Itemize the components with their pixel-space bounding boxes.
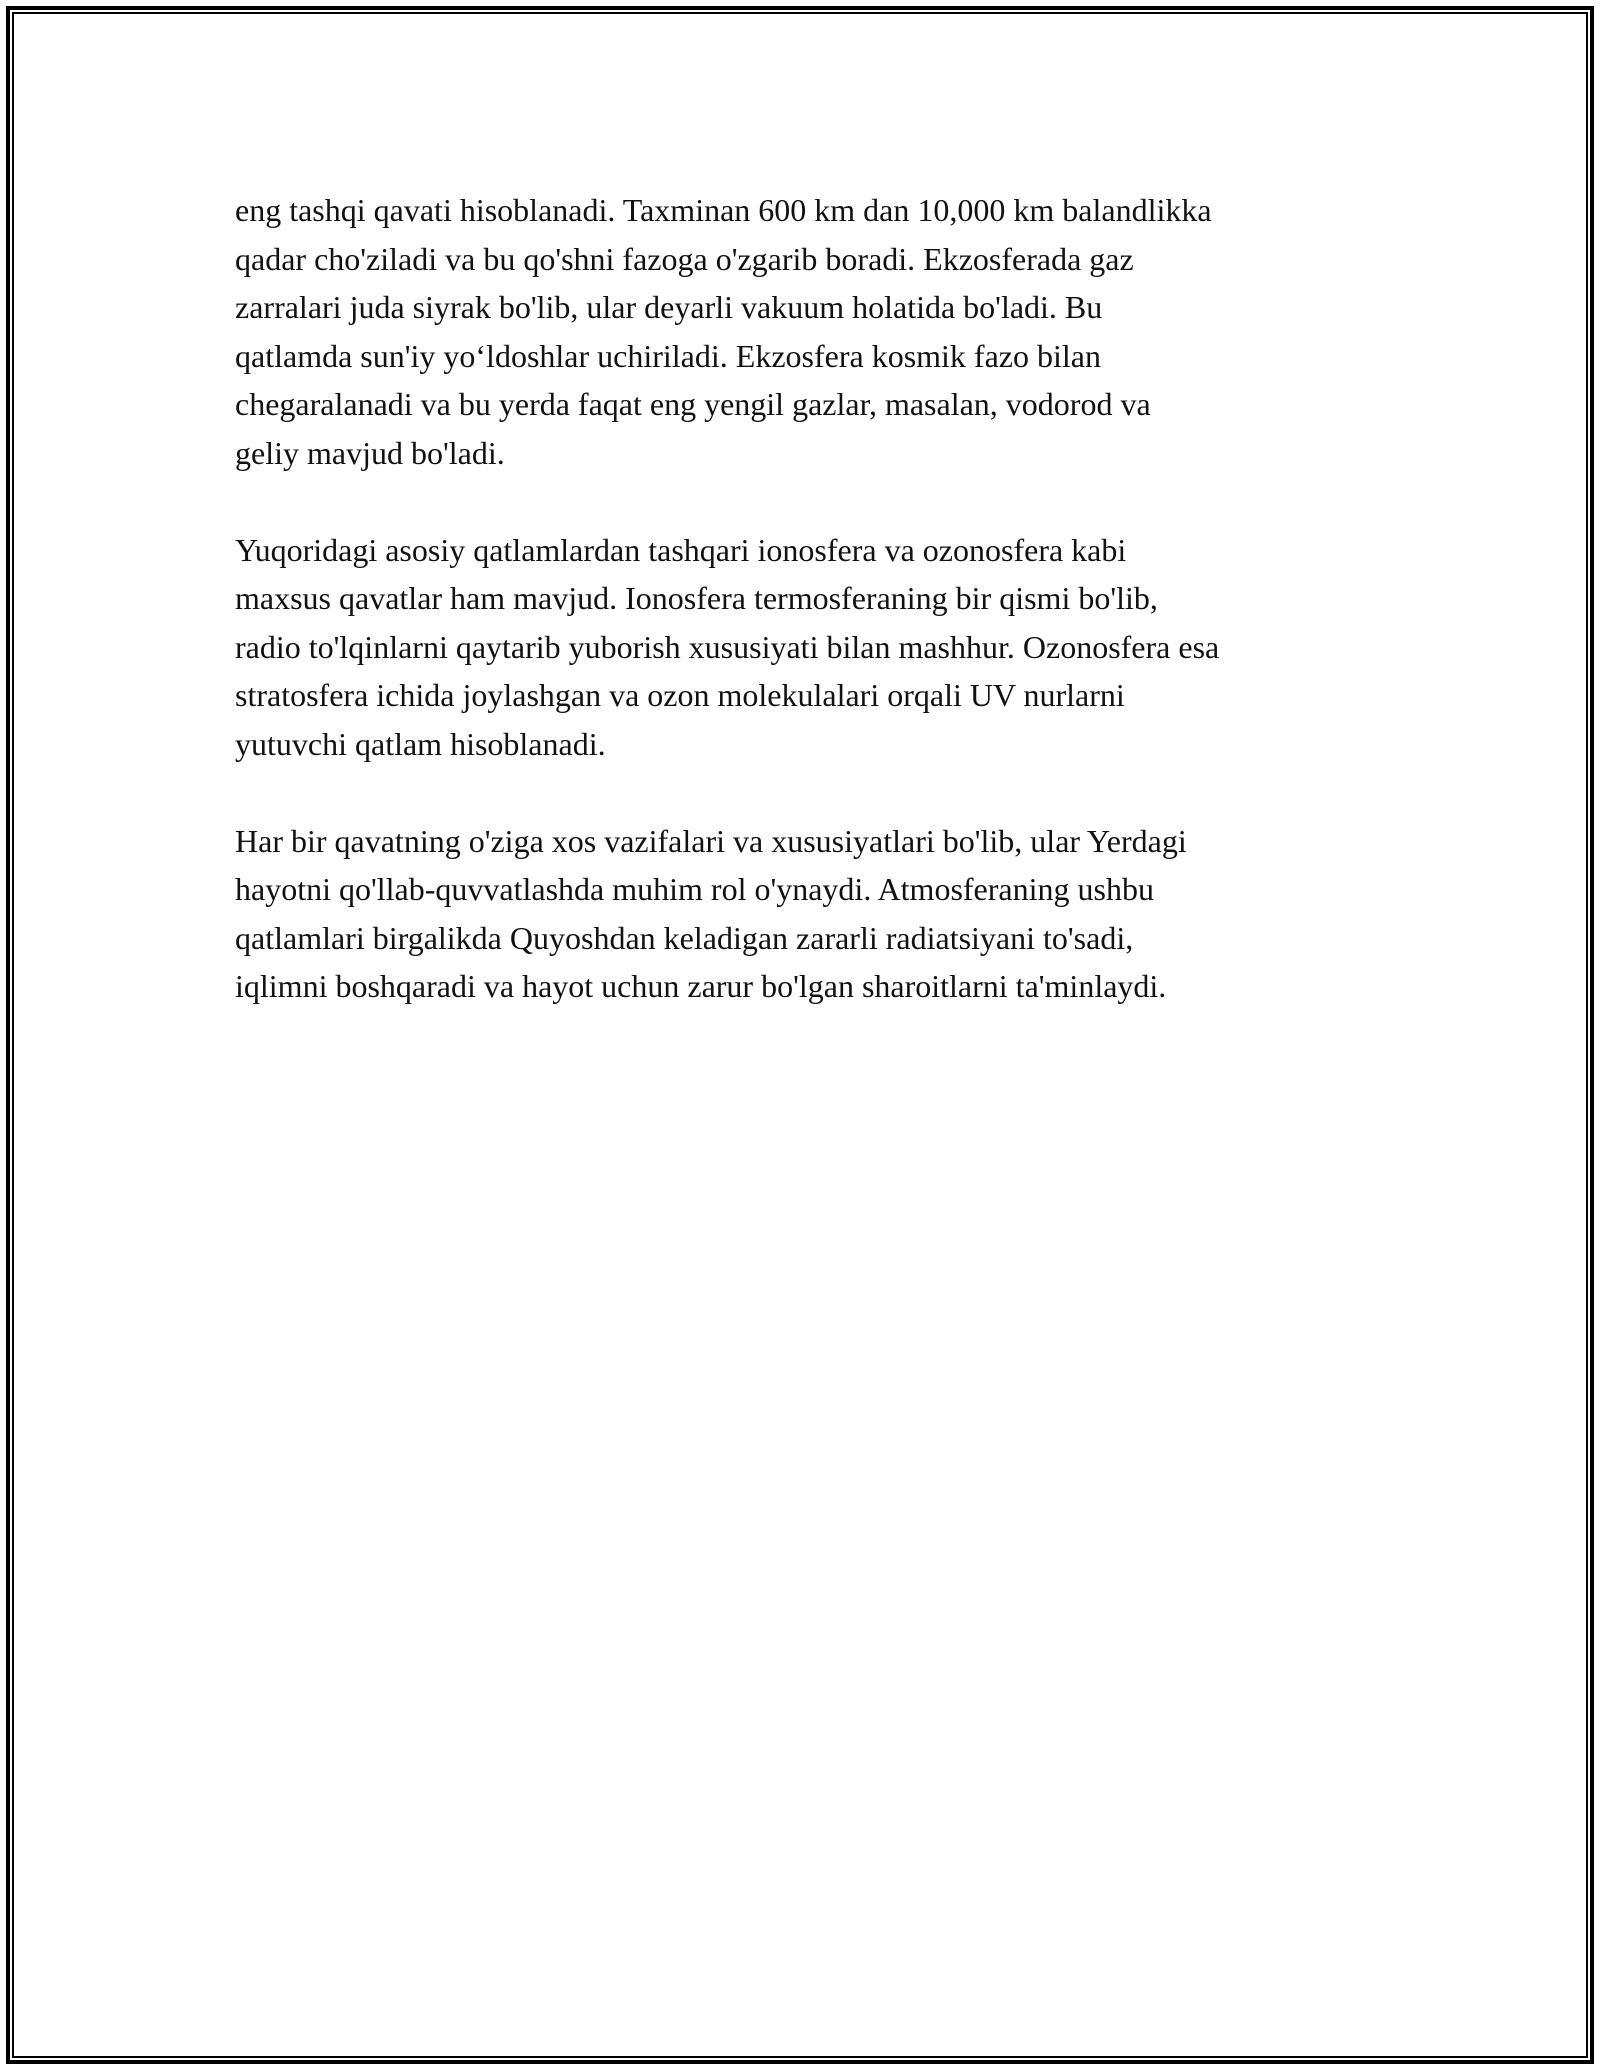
paragraph-special-layers: Yuqoridagi asosiy qatlamlardan tashqari ionosfera va ozonosfera kabi maxsus qavatlar ham mavjud. Ionosfera termosferaning bir qismi bo'lib, radio to'lqinlarni qaytarib yuborish xususiyati bilan mashhur. Ozonosfera esa stratosfera ichida joylashgan va ozon molekulalari orqali UV nurlarni yutuvchi qatlam hisoblanadi. (235, 531, 1220, 762)
document-body (235, 186, 1385, 1059)
paragraph-exosphere: eng tashqi qavati hisoblanadi. Taxminan 600 km dan 10,000 km balandlikka qadar cho'ziladi va bu qo'shni fazoga o'zgarib boradi. Ekzosferada gaz zarralari juda siyrak bo'lib, ular deyarli vakuum holatida bo'ladi. Bu qatlamda sun'iy yo‘ldoshlar uchiriladi. Ekzosfera kosmik fazo bilan chegaralanadi va bu yerda faqat eng yengil gazlar, masalan, vodorod va geliy mavjud bo'ladi. (235, 192, 1212, 471)
paragraph-conclusion: Har bir qavatning o'ziga xos vazifalari va xususiyatlari bo'lib, ular Yerdagi hayotni qo'llab-quvvatlashda muhim rol o'ynaydi. Atmosferaning ushbu qatlamlari birgalikda Quyoshdan keladigan zararli radiatsiyani to'sadi, iqlimni boshqaradi va hayot uchun zarur bo'lgan sharoitlarni ta'minlaydi. (235, 822, 1187, 1004)
